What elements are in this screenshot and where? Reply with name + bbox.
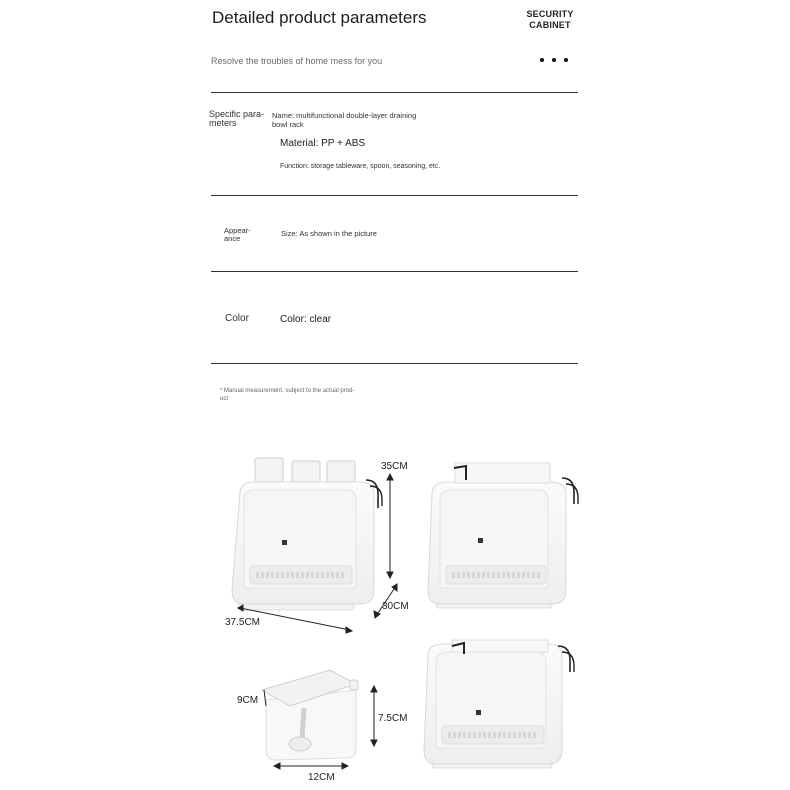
- seasoning-box-image: [262, 670, 358, 760]
- label-line: ance: [224, 234, 241, 243]
- footnote-line: * Manual measurement, subject to the actual prod-: [220, 388, 355, 394]
- brand-line-1: SECURITY: [526, 9, 574, 19]
- subtitle: Resolve the troubles of home mess for you: [211, 56, 383, 66]
- box-height-label: 7.5CM: [378, 713, 408, 724]
- rack-image: [428, 463, 578, 608]
- rack-height-label: 35CM: [381, 461, 408, 472]
- rack-with-cups-image: [232, 458, 382, 610]
- rack-image: [424, 640, 574, 768]
- size-value: Size: As shown in the picture: [281, 229, 377, 238]
- color-label: Color: [225, 313, 249, 324]
- function-value: Function: storage tableware, spoon, seasoning, etc.: [280, 163, 441, 170]
- value-line: Name: multifunctional double-layer draining: [272, 111, 417, 120]
- rack-depth-label: 30CM: [382, 601, 409, 612]
- footnote-line: uct: [220, 396, 229, 402]
- color-value: Color: clear: [280, 314, 332, 325]
- label-line: Appear-: [224, 226, 251, 235]
- box-width-label: 12CM: [308, 772, 335, 783]
- brand-line-2: CABINET: [529, 20, 571, 30]
- box-depth-label: 9CM: [237, 695, 259, 706]
- material-value: Material: PP + ABS: [280, 138, 366, 149]
- rack-width-label: 37.5CM: [225, 617, 261, 628]
- page-title: Detailed product parameters: [212, 8, 427, 27]
- label-line: Specific para-: [209, 109, 265, 119]
- value-line: bowl rack: [272, 120, 304, 129]
- label-line: meters: [209, 118, 237, 128]
